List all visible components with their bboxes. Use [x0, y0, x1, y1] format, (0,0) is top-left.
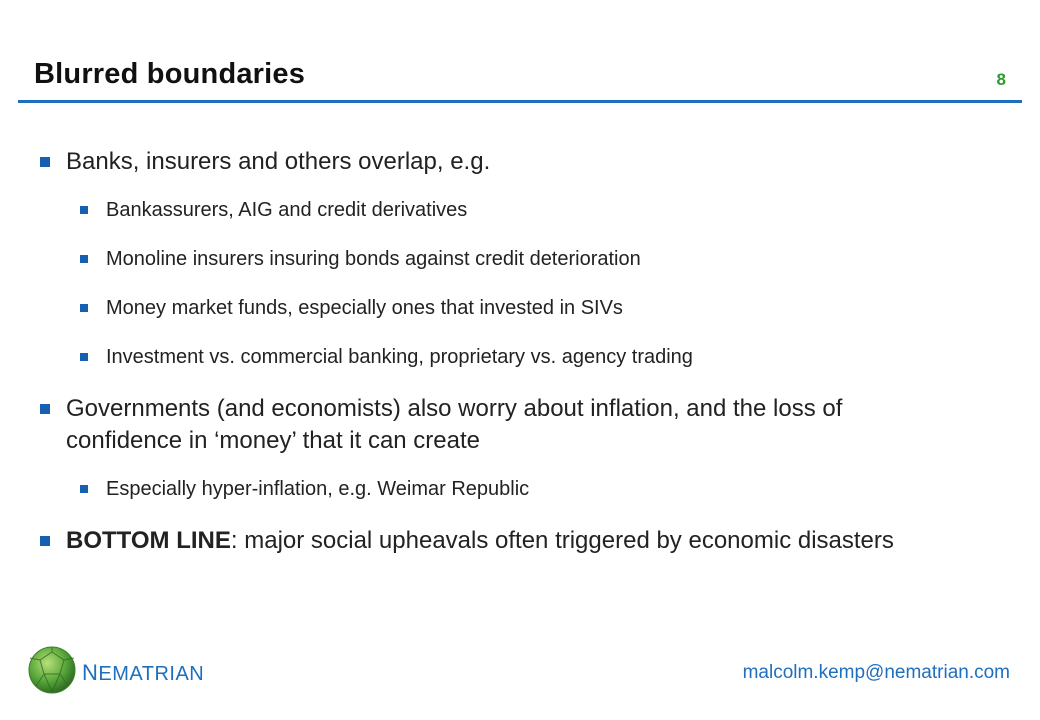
contact-email-link[interactable]: malcolm.kemp@nematrian.com	[742, 662, 1010, 683]
brand-name	[82, 660, 204, 686]
bullet-list	[40, 146, 1000, 557]
sub-bullet-item	[80, 343, 1000, 371]
bottom-line-label: BOTTOM LINE	[66, 527, 231, 554]
square-bullet-icon	[40, 536, 50, 546]
square-bullet-icon	[80, 206, 88, 214]
sub-bullet-item	[80, 294, 1000, 322]
square-bullet-icon	[80, 304, 88, 312]
bullet-item	[40, 393, 946, 457]
nematrian-logo-icon	[24, 644, 80, 696]
sub-bullet-text: Monoline insurers insuring bonds against credit deterioration	[106, 248, 641, 270]
square-bullet-icon	[40, 404, 50, 414]
sub-bullet-text: Bankassurers, AIG and credit derivatives	[106, 199, 468, 221]
bullet-item	[40, 525, 1000, 557]
sub-bullet-text: Money market funds, especially ones that invested in SIVs	[106, 297, 623, 319]
sub-bullet-item	[80, 475, 1000, 503]
bullet-item	[40, 146, 1000, 178]
slide-title: Blurred boundaries	[34, 58, 306, 90]
brand-initial: N	[82, 660, 99, 685]
square-bullet-icon	[80, 485, 88, 493]
slide-number: 8	[996, 70, 1006, 89]
sub-bullet-item	[80, 245, 1000, 273]
brand-rest: EMATRIAN	[98, 663, 205, 685]
square-bullet-icon	[80, 255, 88, 263]
bullet-text: Governments (and economists) also worry about inflation, and the loss of confidence in ‘money’ that it can create	[66, 395, 843, 454]
bullet-text: : major social upheavals often triggered by economic disasters	[230, 527, 894, 554]
square-bullet-icon	[80, 353, 88, 361]
title-divider	[18, 100, 1022, 103]
sub-bullet-item	[80, 196, 1000, 224]
square-bullet-icon	[40, 157, 50, 167]
sub-bullet-text: Investment vs. commercial banking, proprietary vs. agency trading	[106, 346, 693, 368]
sub-bullet-text: Especially hyper-inflation, e.g. Weimar Republic	[106, 478, 530, 500]
bullet-text: Banks, insurers and others overlap, e.g.	[66, 148, 491, 175]
